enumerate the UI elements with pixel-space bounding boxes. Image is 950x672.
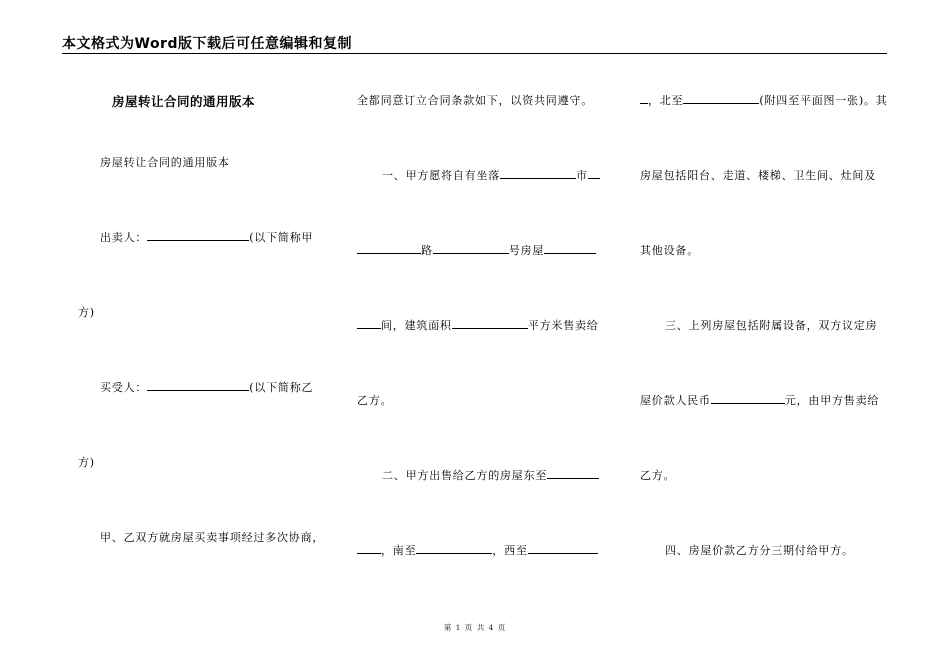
seller-cont-line: 方) xyxy=(78,306,95,319)
road-line xyxy=(357,242,596,258)
area-line xyxy=(357,317,599,333)
city-label: 市 xyxy=(576,169,588,182)
party-b-line: 乙方。 xyxy=(357,394,393,407)
seller-label: 出卖人： xyxy=(100,231,148,244)
clause-intro-line: 全都同意订立合同条款如下，以资共同遵守。 xyxy=(357,94,593,107)
map-note: (附四至平面图一张)。其 xyxy=(759,94,888,107)
party-b-line-2: 乙方。 xyxy=(640,469,676,482)
city-tail-blank[interactable] xyxy=(588,167,600,179)
east-blank[interactable] xyxy=(547,467,599,479)
road-label: 路 xyxy=(421,244,433,257)
column-1 xyxy=(62,0,332,672)
buyer-line xyxy=(100,379,313,395)
clause-1-text: 一、甲方愿将自有坐落 xyxy=(382,169,500,182)
area-blank[interactable] xyxy=(452,317,528,329)
city-blank[interactable] xyxy=(500,167,576,179)
road-blank[interactable] xyxy=(357,242,421,254)
house-blank[interactable] xyxy=(544,242,596,254)
column-2 xyxy=(357,0,612,672)
price-blank[interactable] xyxy=(711,392,785,404)
document-title: 房屋转让合同的通用版本 xyxy=(112,94,256,109)
clause-1-line xyxy=(382,167,600,183)
buyer-label: 买受人： xyxy=(100,381,148,394)
north-line xyxy=(640,92,888,108)
intro-line: 甲、乙双方就房屋买卖事项经过多次协商， xyxy=(100,531,325,544)
document-banner: 本文格式为Word版下载后可任意编辑和复制 xyxy=(62,36,352,52)
west-blank[interactable] xyxy=(528,542,598,554)
boundary-line xyxy=(357,542,598,558)
house-number-blank[interactable] xyxy=(433,242,509,254)
seller-suffix: (以下简称甲 xyxy=(249,231,314,244)
seller-line xyxy=(100,229,313,245)
buyer-cont-line: 方) xyxy=(78,456,95,469)
price-label: 屋价款人民币 xyxy=(640,394,711,407)
area-suffix: 平方米售卖给 xyxy=(527,319,599,332)
west-label: ，西至 xyxy=(492,544,528,557)
clause-3-line: 三、上列房屋包括附属设备，双方议定房 xyxy=(665,319,878,332)
south-blank[interactable] xyxy=(416,542,492,554)
clause-2-line xyxy=(382,467,599,483)
east-tail-blank[interactable] xyxy=(357,542,381,554)
subtitle-line: 房屋转让合同的通用版本 xyxy=(100,156,230,169)
price-line xyxy=(640,392,879,408)
price-suffix: 元，由甲方售卖给 xyxy=(784,394,880,407)
rooms-blank[interactable] xyxy=(357,317,381,329)
clause-4-line: 四、房屋价款乙方分三期付给甲方。 xyxy=(665,544,854,557)
equipment-line: 其他设备。 xyxy=(640,244,699,257)
area-label: 间，建筑面积 xyxy=(381,319,452,332)
facilities-line: 房屋包括阳台、走道、楼梯、卫生间、灶间及 xyxy=(640,169,876,182)
buyer-blank[interactable] xyxy=(147,379,249,391)
clause-2-text: 二、甲方出售给乙方的房屋东至 xyxy=(382,469,548,482)
south-label: ，南至 xyxy=(381,544,417,557)
house-label: 号房屋 xyxy=(508,244,545,257)
north-label: ，北至 xyxy=(648,94,684,107)
west-tail-blank[interactable] xyxy=(640,92,648,104)
column-3 xyxy=(640,0,890,672)
page-footer: 第 1 页 共 4 页 xyxy=(443,623,507,632)
seller-blank[interactable] xyxy=(147,229,249,241)
north-blank[interactable] xyxy=(683,92,759,104)
buyer-suffix: (以下简称乙 xyxy=(249,381,314,394)
